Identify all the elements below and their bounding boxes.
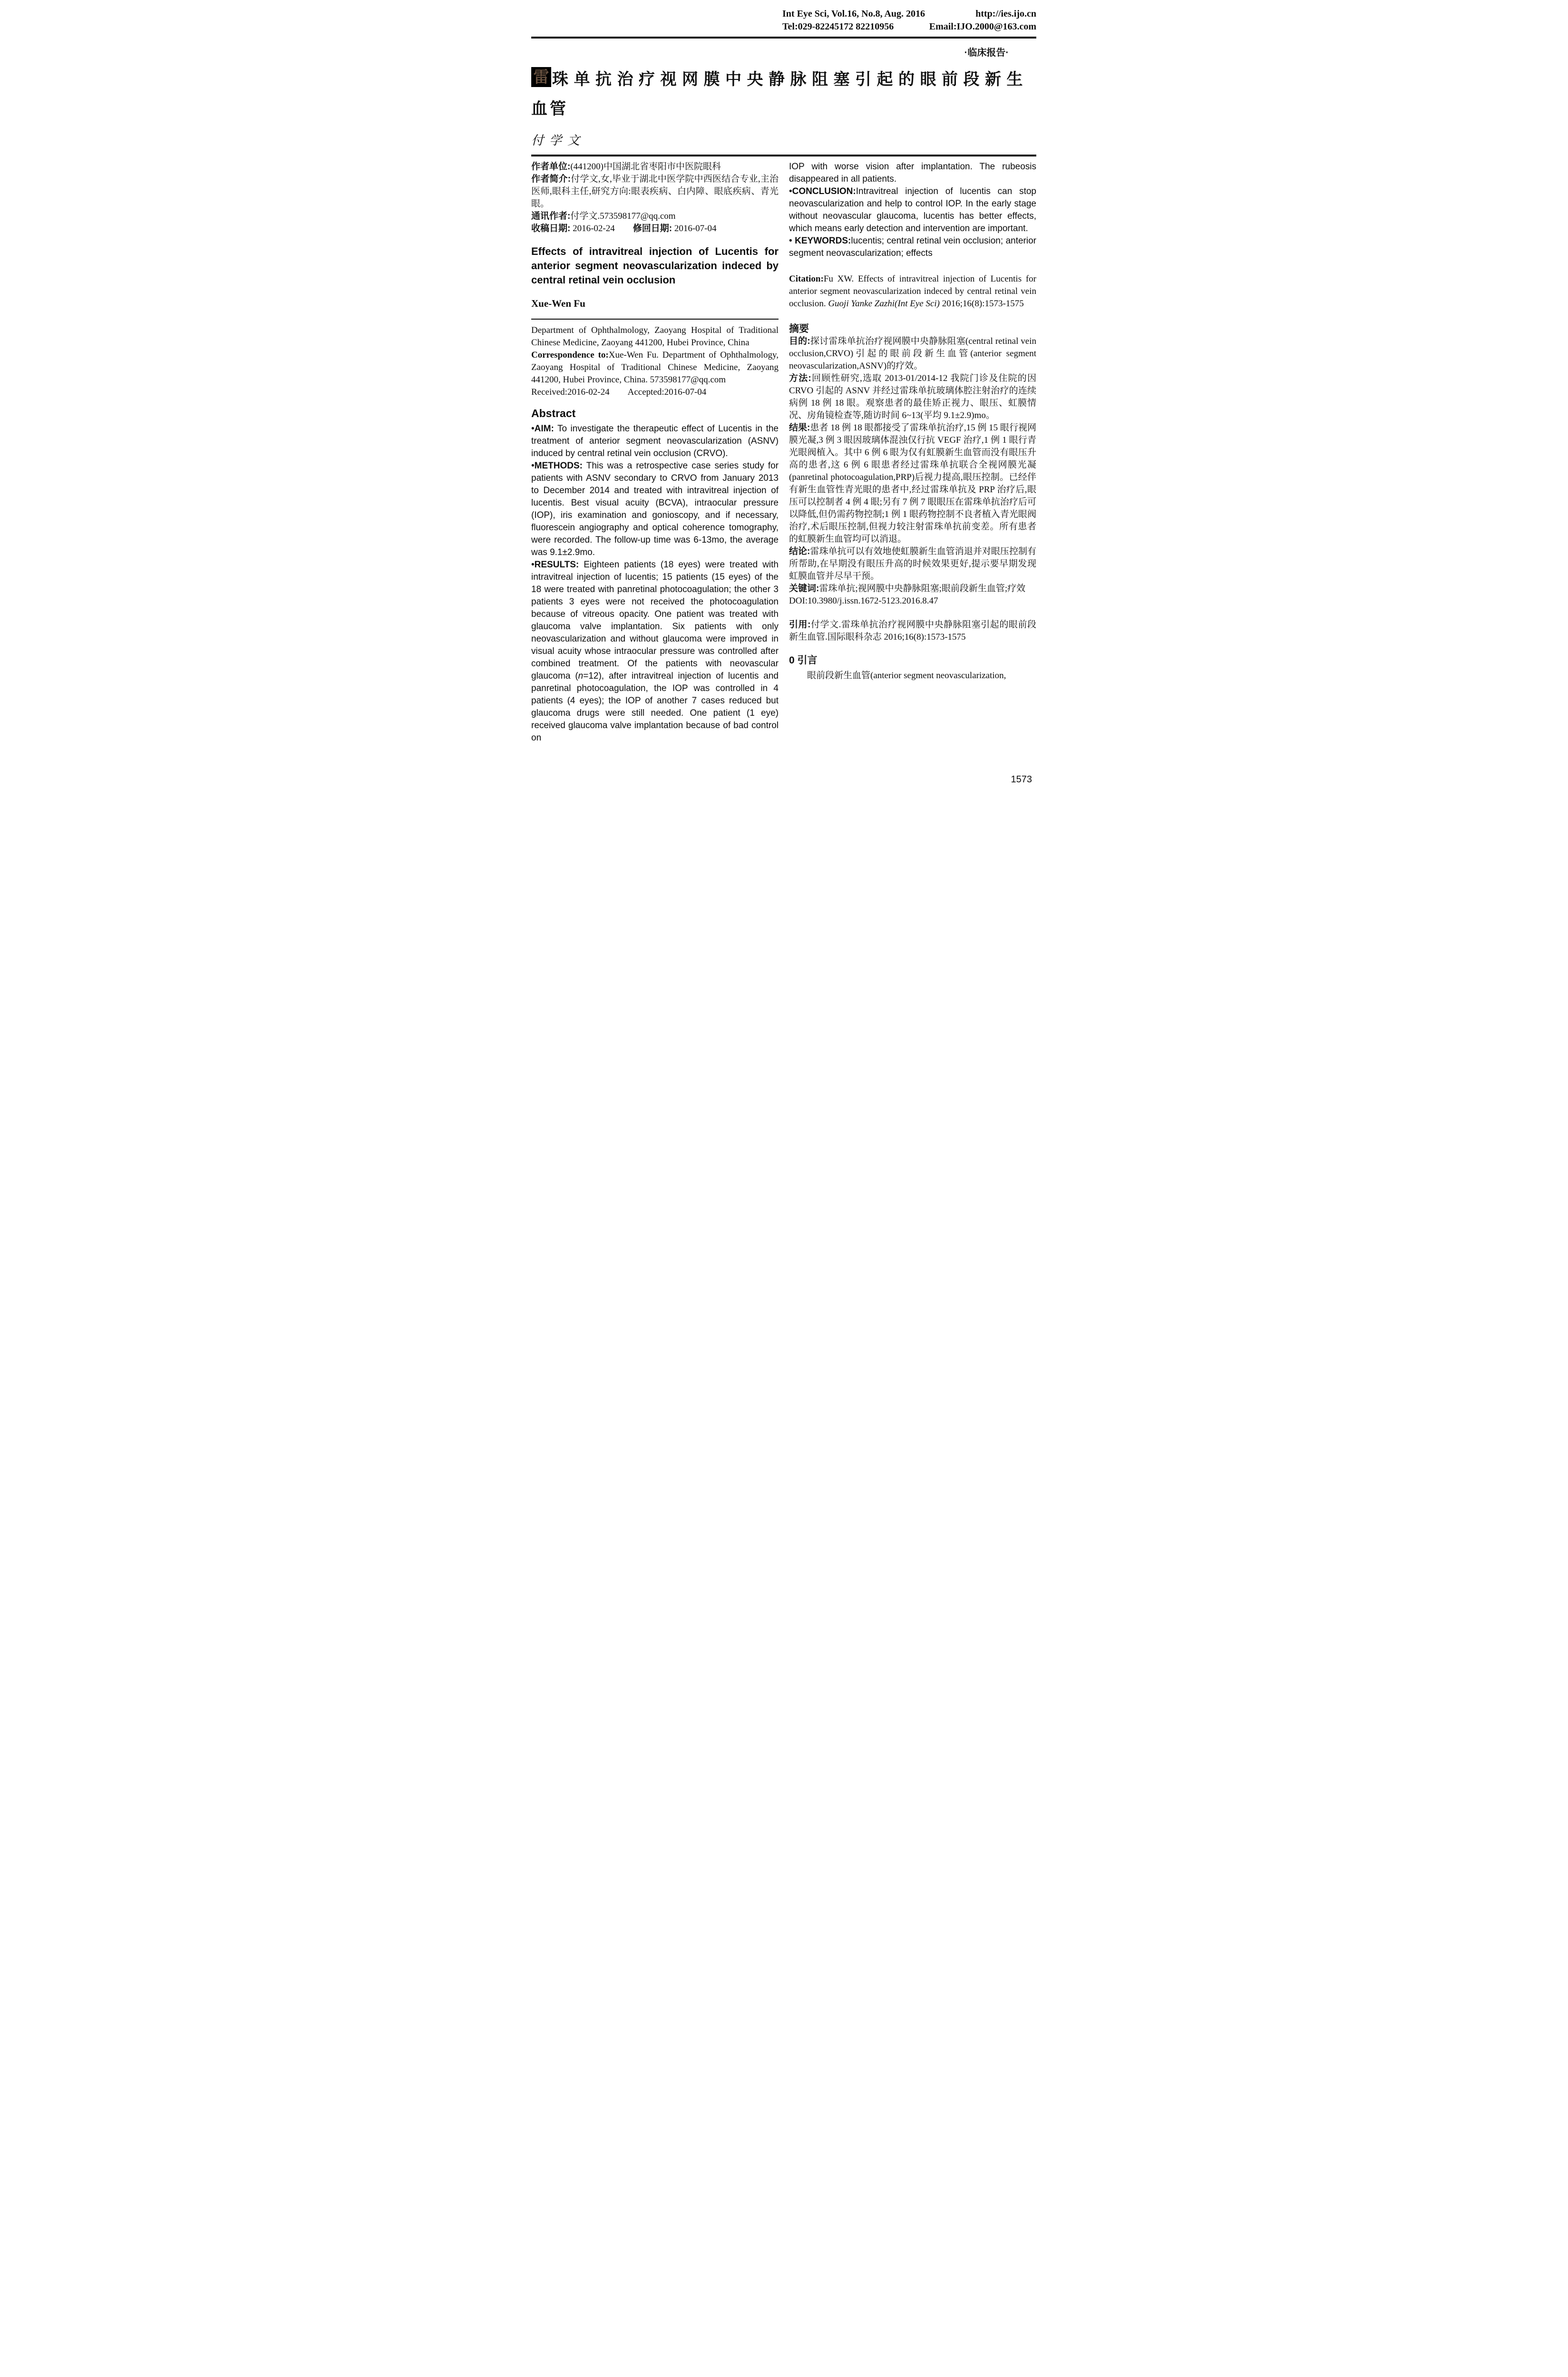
abstract-cn-methods: 方法:回顾性研究,选取 2013-01/2014-12 我院门诊及住院的因 CRVO 引起的 ASNV 并经过雷珠单抗玻璃体腔注射治疗的连续病例 18 例 18 眼。观察患者的最佳矫正视力、眼压、虹膜情况、房角镜检查等,随访时间 6~13(平均 9.1±2.9)mo。	[789, 373, 1039, 420]
citation-cn: 引用:付学文.雷珠单抗治疗视网膜中央静脉阻塞引起的眼前段新生血管.国际眼科杂志 2016;16(8):1573-1575	[789, 620, 1036, 642]
title-dropcap: 雷	[531, 67, 551, 87]
journal-page	[523, 0, 1045, 792]
journal-telephone: Tel:029-82245172 82210956	[782, 21, 894, 32]
left-column	[531, 161, 779, 744]
journal-email: Email:IJO.2000@163.com	[929, 21, 1036, 32]
journal-info: Int Eye Sci, Vol.16, No.8, Aug. 2016	[782, 9, 925, 19]
author-rule	[531, 319, 779, 320]
abstract-cn-keywords: 关键词:雷珠单抗;视网膜中央静脉阻塞;眼前段新生血管;疗效	[789, 584, 1026, 594]
abstract-methods: •METHODS: This was a retrospective case series study for patients with ASNV secondary to CRVO from January 2013 to December 2014 and treated with intravitreal injection of lucentis. Best visual acuity (BCVA), intraocular pressure (IOP), iris examination and gonioscopy, and if necessary, fluorescein angiography and optical coherence tomography, were recorded. The follow-up time was 6-13mo, the average was 9.1±2.9mo.	[531, 461, 781, 557]
abstract-cn-results: 结果:患者 18 例 18 眼都接受了雷珠单抗治疗,15 例 15 眼行视网膜光凝,3 例 3 眼因玻璃体混浊仅行抗 VEGF 治疗,1 例 1 眼行青光眼阀植入。其中 6 例 6 眼为仅有虹膜新生血管而没有眼压升高的患者,这 6 例 6 眼患者经过雷珠单抗联合全视网膜光凝(panretinal photocoagulation,PRP)后视力提高,眼压控制。已经伴有新生血管性青光眼的患者中,经过雷珠单抗及 PRP 治疗后,眼压可以控制者 4 例 4 眼;另有 7 例 7 眼眼压在雷珠单抗治疗后可以降低,但仍需药物控制;1 例 1 眼药物控制不良者植入青光眼阀治疗,术后眼压控制,但视力较注射雷珠单抗前变差。所有患者的虹膜新生血管均可以消退。	[789, 423, 1036, 544]
abstract-cn-aim: 目的:探讨雷珠单抗治疗视网膜中央静脉阻塞(central retinal vein occlusion,CRVO)引起的眼前段新生血管(anterior segment neovascularization,ASNV)的疗效。	[789, 336, 1039, 371]
journal-website: http://ies.ijo.cn	[975, 9, 1036, 19]
dates-cn-line: 收稿日期: 2016-02-24 修回日期: 2016-07-04	[531, 224, 717, 234]
abstract-cn-heading: 摘要	[789, 323, 809, 334]
introduction-first-line: 眼前段新生血管(anterior segment neovascularization,	[807, 671, 1006, 681]
title-rule	[531, 155, 1036, 156]
author-bio-line: 作者简介:付学文,女,毕业于湖北中医学院中西医结合专业,主治医师,眼科主任,研究方向:眼表疾病、白内障、眼底疾病、青光眼。	[531, 174, 779, 209]
correspondence-line: Correspondence to:Xue-Wen Fu. Department of Ophthalmology, Zaoyang Hospital of Traditional Chinese Medicine, Zaoyang 441200, Hubei Province, China. 573598177@qq.com	[531, 350, 781, 385]
doi-line: DOI:10.3980/j.issn.1672-5123.2016.8.47	[789, 596, 938, 606]
abstract-aim: •AIM: To investigate the therapeutic effect of Lucentis in the treatment of anterior segment neovascularization (ASNV) induced by central retinal vein occlusion (CRVO).	[531, 424, 781, 458]
correspondent-cn-line: 通讯作者:付学文.573598177@qq.com	[531, 211, 676, 221]
author-en: Xue-Wen Fu	[531, 298, 585, 309]
abstract-results: •RESULTS: Eighteen patients (18 eyes) were treated with intravitreal injection of lucentis; 15 patients (15 eyes) of the 18 were treated with panretinal photocoagulation; the other 3 patients 3 eyes were not received the photocoagulation because of vitreous opacity. One patient was treated with glaucoma valve implantation. Six patients with only neovascularization and without glaucoma were improved in visual acuity whose intraocular pressure was controlled after combined treatment. Of the patients with neovascular glaucoma (n=12), after intravitreal injection of lucentis and panretinal photocoagulation, the IOP was controlled in 4 patients (4 eyes); the IOP of another 7 cases reduced but glaucoma drugs were still needed. One patient (1 eye) received glaucoma valve implantation because of bad control on	[531, 560, 781, 743]
header-rule	[531, 37, 1036, 39]
affiliation-line: 作者单位:(441200)中国湖北省枣阳市中医院眼科	[531, 162, 721, 172]
right-column	[789, 161, 1039, 744]
author-cn: 付学文	[531, 134, 586, 147]
title-line1: 珠单抗治疗视网膜中央静脉阻塞引起的眼前段新生	[552, 70, 1028, 88]
journal-masthead	[782, 8, 1036, 33]
citation-en: Citation:Fu XW. Effects of intravitreal injection of Lucentis for anterior segment neovascularization indeced by central retinal vein occlusion. Guoji Yanke Zazhi(Int Eye Sci) 2016;16(8):1573-1575	[789, 274, 1039, 309]
abstract-keywords: • KEYWORDS:lucentis; central retinal vein occlusion; anterior segment neovascularization; effects	[789, 236, 1039, 258]
article-title-en: Effects of intravitreal injection of Lucentis for anterior segment neovascularization indeced by central retinal vein occlusion	[531, 245, 779, 286]
abstract-results-continued: IOP with worse vision after implantation. The rubeosis disappeared in all patients.	[789, 162, 1039, 184]
page-header	[531, 8, 1036, 33]
introduction-heading: 0 引言	[789, 655, 818, 666]
dates-en-line: Received:2016-02-24 Accepted:2016-07-04	[531, 387, 707, 397]
department-line: Department of Ophthalmology, Zaoyang Hospital of Traditional Chinese Medicine, Zaoyang 441200, Hubei Province, China	[531, 325, 781, 348]
department-block	[531, 324, 779, 399]
page-number: 1573	[1011, 774, 1032, 785]
title-line2: 血管	[531, 100, 568, 118]
article-body	[531, 161, 1039, 744]
abstract-heading: Abstract	[531, 407, 576, 419]
abstract-cn-conclusion: 结论:雷珠单抗可以有效地使虹膜新生血管消退并对眼压控制有所帮助,在早期没有眼压升高的时候效果更好,提示要早期发现虹膜血管并尽早干预。	[789, 546, 1036, 581]
article-title-cn	[531, 66, 1036, 89]
section-tag: ·临床报告·	[964, 48, 1009, 58]
abstract-conclusion: •CONCLUSION:Intravitreal injection of lucentis can stop neovascularization and help to control IOP. In the early stage without neovascular glaucoma, lucentis has better effects, which means early detection and intervention are important.	[789, 186, 1039, 234]
